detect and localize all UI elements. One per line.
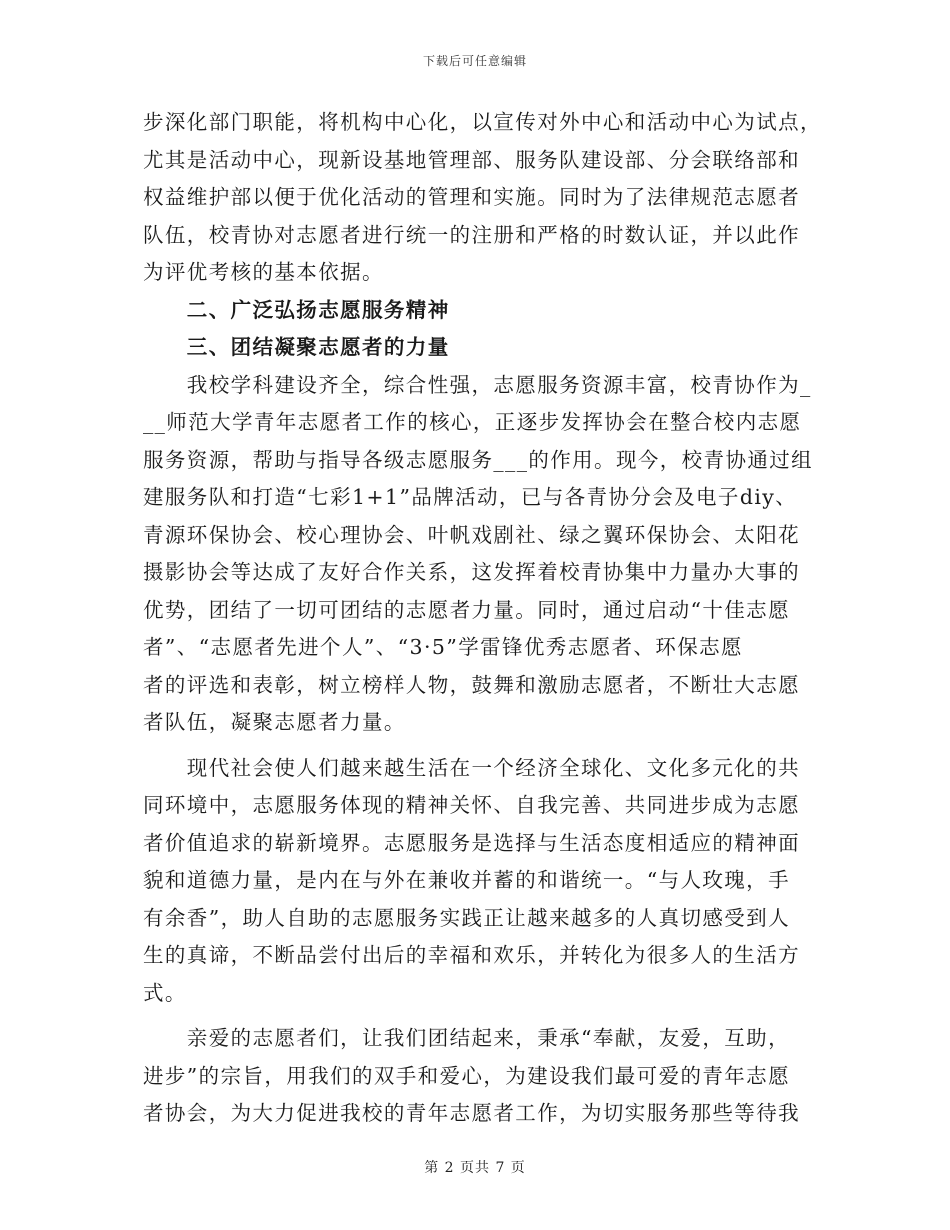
text-line: 者的评选和表彰，树立榜样人物，鼓舞和激励志愿者，不断壮大志愿 xyxy=(143,672,800,697)
text-line: 现代社会使人们越来越生活在一个经济全球化、文化多元化的共 xyxy=(143,755,800,780)
text-line: 服务资源，帮助与指导各级志愿服务___的作用。现今，校青协通过组 xyxy=(143,447,814,472)
text-line: 权益维护部以便于优化活动的管理和实施。同时为了法律规范志愿者 xyxy=(143,185,800,209)
paragraph-spacer xyxy=(143,742,805,750)
paragraph-spacer xyxy=(143,1012,805,1020)
text-line: 为评优考核的基本依据。 xyxy=(143,260,384,284)
document-body xyxy=(143,104,822,1133)
text-line: 队伍，校青协对志愿者进行统一的注册和严格的时数认证，并以此作 xyxy=(143,222,800,247)
text-line: 优势，团结了一切可团结的志愿者力量。同时，通过启动“十佳志愿 xyxy=(143,597,790,622)
text-line: 生的真谛，不断品尝付出后的幸福和欢乐，并转化为很多人的生活方 xyxy=(143,943,800,967)
page-footer: 第 2 页共 7 页 xyxy=(424,1160,526,1176)
text-line: 我校学科建设齐全，综合性强，志愿服务资源丰富，校青协作为_ xyxy=(143,372,812,397)
text-line: 者”、“志愿者先进个人”、“3·5”学雷锋优秀志愿者、环保志愿 xyxy=(143,635,743,659)
text-line: 摄影协会等达成了友好合作关系，这发挥着校青协集中力量办大事的 xyxy=(143,560,800,584)
text-line: 貌和道德力量，是内在与外在兼收并蓄的和谐统一。“与人玫瑰，手 xyxy=(143,868,790,892)
text-line: 尤其是活动中心，现新设基地管理部、服务队建设部、分会联络部和 xyxy=(143,147,800,172)
text-line: 者协会，为大力促进我校的青年志愿者工作，为切实服务那些等待我 xyxy=(143,1101,800,1125)
text-line: 建服务队和打造“七彩1+1”品牌活动，已与各青协分会及电子diy、 xyxy=(143,485,798,509)
section-heading: 二、广泛弘扬志愿服务精神 xyxy=(143,297,450,322)
text-line: 者价值追求的崭新境界。志愿服务是选择与生活态度相适应的精神面 xyxy=(143,830,800,855)
text-line: 青源环保协会、校心理协会、叶帆戏剧社、绿之翼环保协会、太阳花 xyxy=(143,522,800,547)
text-line: __师范大学青年志愿者工作的核心，正逐步发挥协会在整合校内志愿 xyxy=(143,410,802,434)
text-line: 者队伍，凝聚志愿者力量。 xyxy=(143,710,406,734)
text-line: 步深化部门职能，将机构中心化，以宣传对外中心和活动中心为试点， xyxy=(143,110,822,134)
text-line: 亲爱的志愿者们，让我们团结起来，秉承“奉献，友爱，互助， xyxy=(143,1026,790,1050)
text-line: 式。 xyxy=(143,980,187,1005)
text-line: 有余香”，助人自助的志愿服务实践正让越来越多的人真切感受到人 xyxy=(143,905,790,930)
text-line: 进步”的宗旨，用我们的双手和爱心，为建设我们最可爱的青年志愿 xyxy=(143,1063,790,1088)
section-heading: 三、团结凝聚志愿者的力量 xyxy=(143,335,450,359)
text-line: 同环境中，志愿服务体现的精神关怀、自我完善、共同进步成为志愿 xyxy=(143,793,800,817)
page-header: 下载后可任意编辑 xyxy=(422,54,527,68)
